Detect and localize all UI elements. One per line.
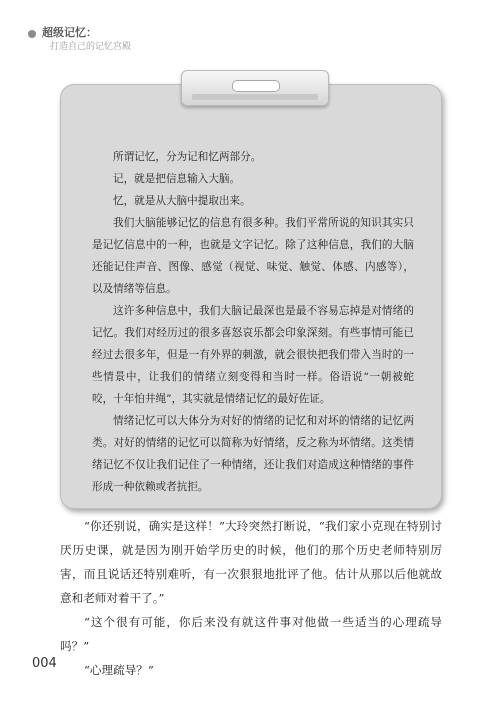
clip-slot	[232, 80, 280, 92]
card-paragraph: 情绪记忆可以大体分为对好的情绪的记忆和对坏的情绪的记忆两类。对好的情绪的记忆可以简称为好情绪，反之称为坏情绪。这类情绪记忆不仅让我们记住了一种情绪，还让我们对造成这种情绪的事件形成一种依赖或者抗拒。	[92, 415, 414, 493]
body-paragraph: “你还别说，确实是这样！”大玲突然打断说，“我们家小克现在特别讨厌历史课，就是因为刚开始学历史的时候，他们的那个历史老师特别厉害，而且说话还特别难听，有一次狠狠地批评了他。估计从那以后他就故意和老师对着干了。”	[60, 519, 442, 605]
bullet-dot-icon	[28, 30, 36, 38]
clipboard-text	[92, 146, 414, 498]
body-paragraph: “心理疏导？”	[84, 663, 154, 677]
card-paragraph: 我们大脑能够记忆的信息有很多种。我们平常所说的知识其实只是记忆信息中的一种，也就是文字记忆。除了这种信息，我们的大脑还能记住声音、图像、感觉（视觉、味觉、触觉、体感、内感等），以及情绪等信息。	[92, 217, 414, 295]
main-text	[60, 514, 442, 682]
card-paragraph: 忆，就是从大脑中提取出来。	[113, 195, 251, 207]
book-subtitle: 打造自己的记忆宫殿	[50, 42, 132, 52]
clipboard-clip-icon	[181, 70, 329, 106]
card-paragraph: 记，就是把信息输入大脑。	[113, 173, 241, 185]
card-paragraph: 这许多种信息中，我们大脑记最深也是最不容易忘掉是对情绪的记忆。我们对经历过的很多喜怒哀乐都会印象深刻。有些事情可能已经过去很多年，但是一有外界的刺激，就会很快把我们带入当时的一些情景中，让我们的情绪立刻变得和当时一样。俗语说“一朝被蛇咬，十年怕井绳”，其实就是情绪记忆的最好佐证。	[92, 305, 414, 405]
clip-base	[192, 94, 318, 100]
card-paragraph: 所谓记忆，分为记和忆两部分。	[113, 151, 262, 163]
page-number: 004	[32, 656, 57, 671]
body-paragraph: “这个很有可能，你后来没有就这件事对他做一些适当的心理疏导吗？”	[60, 615, 442, 653]
book-title: 超级记忆：	[42, 26, 97, 39]
